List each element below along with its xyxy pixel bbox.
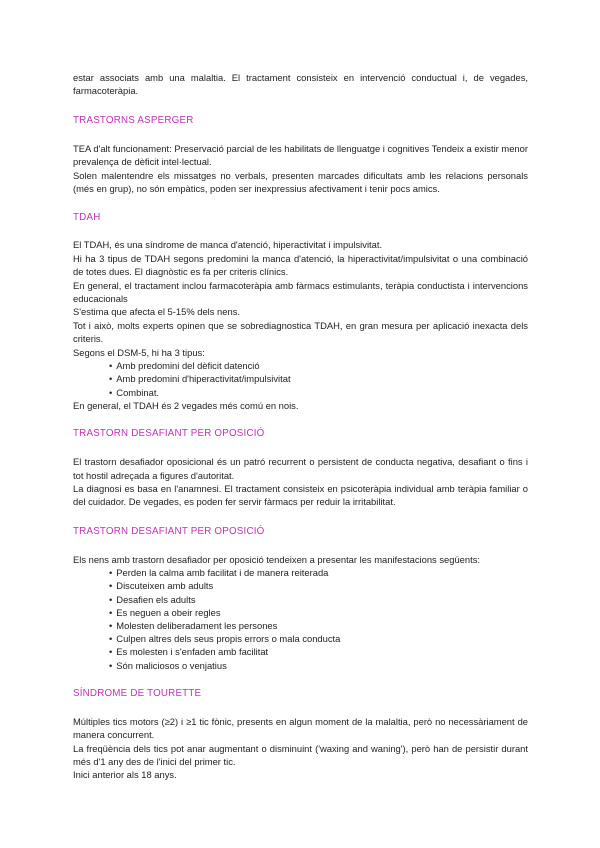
intro-section bbox=[73, 71, 528, 98]
list-item: • Amb predomini d'hiperactivitat/impulsivitat bbox=[109, 372, 528, 385]
tdo-intro: Els nens amb trastorn desafiador per oposició tendeixen a presentar les manifestacions següents: bbox=[73, 553, 481, 565]
tdo-manifestations-list bbox=[73, 566, 528, 672]
asperger-paragraph: Solen malentendre els missatges no verbals, presenten marcades dificultats amb les relacions personals (més en grup), no són empàtics, poden ser inexpressius afectivament i tenir pocs amics. bbox=[73, 169, 528, 195]
tourette-section bbox=[73, 715, 528, 782]
list-item: • Perden la calma amb facilitat i de manera reiterada bbox=[109, 566, 528, 579]
list-item: • Amb predomini del dèficit datenció bbox=[109, 359, 528, 372]
tdah-section bbox=[73, 238, 528, 412]
tdah-paragraph: En general, el tractament inclou farmacoteràpia amb fàrmacs estimulants, teràpia conductista i intervencions educacionals bbox=[73, 279, 528, 305]
tdo-paragraph: El trastorn desafiador oposicional és un patró recurrent o persistent de conducta negativa, desafiant o fins i tot hostil adreçada a figures d'autoritat. bbox=[73, 456, 528, 481]
heading-tdo-1: TRASTORN DESAFIANT PER OPOSICIÓ bbox=[73, 428, 265, 440]
heading-tdah: TDAH bbox=[73, 212, 101, 224]
heading-asperger: TRASTORNS ASPERGER bbox=[73, 114, 194, 126]
tdo-section-1 bbox=[73, 455, 528, 509]
tdah-paragraph: Tot i això, molts experts opinen que se sobrediagnostica TDAH, en gran mesura per aplicació inexacta dels criteris. bbox=[73, 319, 528, 345]
list-item: • Combinat. bbox=[109, 386, 528, 399]
list-item: • Desafien els adults bbox=[109, 593, 528, 606]
heading-tdo-2: TRASTORN DESAFIANT PER OPOSICIÓ bbox=[73, 525, 265, 537]
asperger-paragraph: TEA d'alt funcionament: Preservació parcial de les habilitats de llenguatge i cognitives Tendeix a existir menor prevalença de dèficit intel·lectual. bbox=[73, 142, 528, 168]
list-item: • Molesten deliberadament les persones bbox=[109, 619, 528, 632]
tourette-paragraph: La freqüència dels tics pot anar augmentant o disminuint ('waxing and waning'), però han de persistir durant més d'1 any des de l'inici del primer tic. bbox=[73, 742, 528, 767]
tdo-paragraph: La diagnosi es basa en l'anamnesi. El tractament consisteix en psicoteràpia individual amb teràpia familiar o del cuidador. De vegades, es poden fer servir fàrmacs per reduir la irritabilitat. bbox=[73, 482, 528, 508]
asperger-section bbox=[73, 142, 528, 196]
heading-tourette: SÍNDROME DE TOURETTE bbox=[73, 687, 202, 699]
list-item: • Es molesten i s'enfaden amb facilitat bbox=[109, 645, 528, 658]
tdah-paragraph: S'estima que afecta el 5-15% dels nens. bbox=[73, 306, 240, 318]
tourette-paragraph: Múltiples tics motors (≥2) i ≥1 tic fònic, presents en algun moment de la malaltia, però no necessàriament de manera concurrent. bbox=[73, 715, 528, 741]
tdah-paragraph: Hi ha 3 tipus de TDAH segons predomini la manca d'atenció, la hiperactivitat/impulsivitat o una combinació de totes dues. El diagnòstic es fa per criteris clínics. bbox=[73, 252, 528, 278]
tdah-paragraph: El TDAH, és una síndrome de manca d'atenció, hiperactivitat i impulsivitat. bbox=[73, 239, 383, 251]
tdah-types-list bbox=[73, 359, 528, 399]
list-item: • Són maliciosos o venjatius bbox=[109, 659, 528, 672]
list-item: • Es neguen a obeir regles bbox=[109, 606, 528, 619]
list-item: • Discuteixen amb adults bbox=[109, 579, 528, 592]
intro-paragraph: estar associats amb una malaltia. El tractament consisteix en intervenció conductual i, de vegades, farmacoteràpia. bbox=[73, 72, 528, 97]
tdo-section-2 bbox=[73, 553, 528, 672]
tourette-paragraph: Inici anterior als 18 anys. bbox=[73, 769, 177, 781]
tdah-closing: En general, el TDAH és 2 vegades més comú en nois. bbox=[73, 399, 299, 411]
list-item: • Culpen altres dels seus propis errors o mala conducta bbox=[109, 632, 528, 645]
tdah-paragraph: Segons el DSM-5, hi ha 3 tipus: bbox=[73, 346, 205, 358]
